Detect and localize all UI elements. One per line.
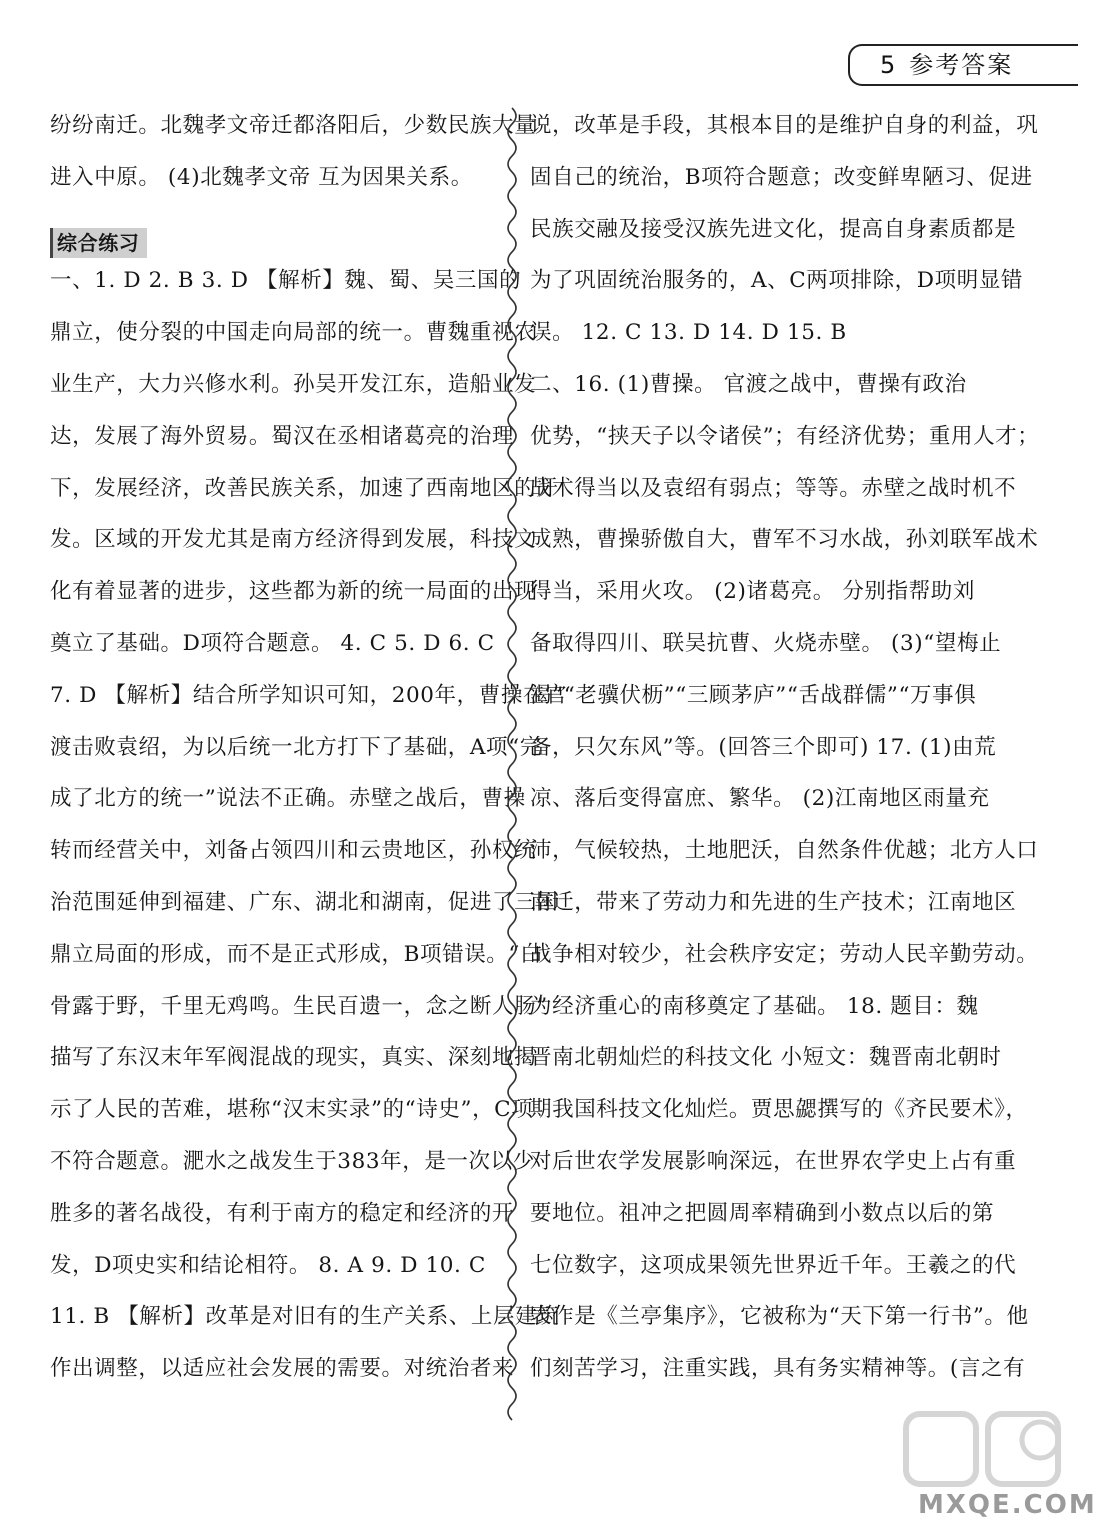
right-column xyxy=(530,100,1040,1395)
text-line: 示了人民的苦难，堪称“汉末实录”的“诗史”，C项 xyxy=(50,1097,534,1123)
text-line: 发，D项史实和结论相符。 8. A 9. D 10. C xyxy=(50,1252,486,1278)
text-line: 备，只欠东风”等。(回答三个即可) 17. (1)由荒 xyxy=(530,734,997,760)
text-line: 们刻苦学习，注重实践，具有务实精神等。(言之有 xyxy=(530,1356,1026,1382)
text-line: 发。区域的开发尤其是南方经济得到发展，科技文 xyxy=(50,527,537,553)
text-line: 得当，采用火攻。 (2)诸葛亮。 分别指帮助刘 xyxy=(530,579,975,605)
text-line: 固自己的统治，B项符合题意；改变鲜卑陋习、促进 xyxy=(530,164,1033,190)
text-line: 成了北方的统一”说法不正确。赤壁之战后，曹操 xyxy=(50,786,526,812)
text-line: 描写了东汉末年军阀混战的现实，真实、深刻地揭 xyxy=(50,1045,537,1071)
left-column xyxy=(50,100,568,1447)
text-line: 晋南北朝灿烂的科技文化 小短文：魏晋南北朝时 xyxy=(530,1045,1002,1071)
text-line: 鼎立局面的形成，而不是正式形成，B项错误。“白 xyxy=(50,941,543,967)
text-line: 要地位。祖冲之把圆周率精确到小数点以后的第 xyxy=(530,1200,995,1226)
text-line: 民族交融及接受汉族先进文化，提高自身素质都是 xyxy=(530,216,1017,242)
text-line: 11. B 【解析】改革是对旧有的生产关系、上层建筑 xyxy=(50,1304,560,1330)
text-line: 化有着显著的进步，这些都为新的统一局面的出现 xyxy=(50,579,537,605)
text-line: 期我国科技文化灿烂。贾思勰撰写的《齐民要术》， xyxy=(530,1097,1028,1123)
text-line: 沛，气候较热，土地肥沃，自然条件优越；北方人口 xyxy=(530,838,1039,864)
text-line: 鼎立，使分裂的中国走向局部的统一。曹魏重视农 xyxy=(50,320,537,346)
text-line: 达，发展了海外贸易。蜀汉在丞相诸葛亮的治理 xyxy=(50,423,515,449)
text-line: 业生产，大力兴修水利。孙吴开发江东，造船业发 xyxy=(50,371,537,397)
text-line: 战术得当以及袁绍有弱点；等等。赤壁之战时机不 xyxy=(530,475,1017,501)
text-line: 二、16. (1)曹操。 官渡之战中，曹操有政治 xyxy=(530,371,967,397)
text-line: 不符合题意。淝水之战发生于383年，是一次以少 xyxy=(50,1148,535,1174)
section-heading: 综合练习 xyxy=(50,228,147,258)
text-line: 南迁，带来了劳动力和先进的生产技术；江南地区 xyxy=(530,889,1017,915)
text-line: 纷纷南迁。北魏孝文帝迁都洛阳后，少数民族大量 xyxy=(50,113,537,138)
text-line: 一、1. D 2. B 3. D 【解析】魏、蜀、吴三国的 xyxy=(50,268,522,294)
text-line: 骨露于野，千里无鸡鸣。生民百遗一，念之断人肠” xyxy=(50,993,548,1019)
text-line: 七位数字，这项成果领先世界近千年。王羲之的代 xyxy=(530,1252,1017,1278)
text-line: 凉、落后变得富庶、繁华。 (2)江南地区雨量充 xyxy=(530,786,990,812)
text-line: 胜多的著名战役，有利于南方的稳定和经济的开 xyxy=(50,1200,515,1226)
text-line: 优势，“挟天子以令诸侯”；有经济优势；重用人才； xyxy=(530,423,1040,449)
text-line: 表作是《兰亭集序》，它被称为“天下第一行书”。他 xyxy=(530,1304,1029,1330)
text-line: 转而经营关中，刘备占领四川和云贵地区，孙权统 xyxy=(50,838,537,864)
text-line: 说，改革是手段，其根本目的是维护自身的利益，巩 xyxy=(530,113,1039,138)
section-title: 参考答案 xyxy=(909,51,1014,79)
page-header-tab xyxy=(848,44,1078,86)
text-line: 作出调整，以适应社会发展的需要。对统治者来 xyxy=(50,1356,515,1382)
text-line: 对后世农学发展影响深远，在世界农学史上占有重 xyxy=(530,1148,1017,1174)
text-line: 7. D 【解析】结合所学知识可知，200年，曹操在官 xyxy=(50,682,568,708)
text-line: 下，发展经济，改善民族关系，加速了西南地区的开 xyxy=(50,475,559,501)
text-line: 为了巩固统治服务的，A、C两项排除，D项明显错 xyxy=(530,268,1024,294)
watermark-text: MXQE.COM xyxy=(918,1490,1097,1520)
text-line xyxy=(50,1395,495,1447)
text-line: 误。 12. C 13. D 14. D 15. B xyxy=(530,320,847,346)
text-line: 治范围延伸到福建、广东、湖北和湖南，促进了三国 xyxy=(50,889,559,915)
text-line: 成熟，曹操骄傲自大，曹军不习水战，孙刘联军战术 xyxy=(530,527,1039,553)
text-line: 战争相对较少，社会秩序安定；劳动人民辛勤劳动。 xyxy=(530,941,1039,967)
heading-line xyxy=(50,204,495,256)
text-line: 奠立了基础。D项符合题意。 4. C 5. D 6. C xyxy=(50,630,495,656)
text-line: 渡击败袁绍，为以后统一北方打下了基础，A项“完 xyxy=(50,734,542,760)
page-number: 5 xyxy=(880,51,898,79)
text-line: 渴”“老骥伏枥”“三顾茅庐”“舌战群儒”“万事俱 xyxy=(530,682,977,708)
text-line: 进入中原。 (4)北魏孝文帝 互为因果关系。 xyxy=(50,164,473,190)
text-line: 为经济重心的南移奠定了基础。 18. 题目：魏 xyxy=(530,993,979,1019)
text-line: 备取得四川、联吴抗曹、火烧赤壁。 (3)“望梅止 xyxy=(530,630,1002,656)
wavy-column-divider xyxy=(500,108,524,1418)
